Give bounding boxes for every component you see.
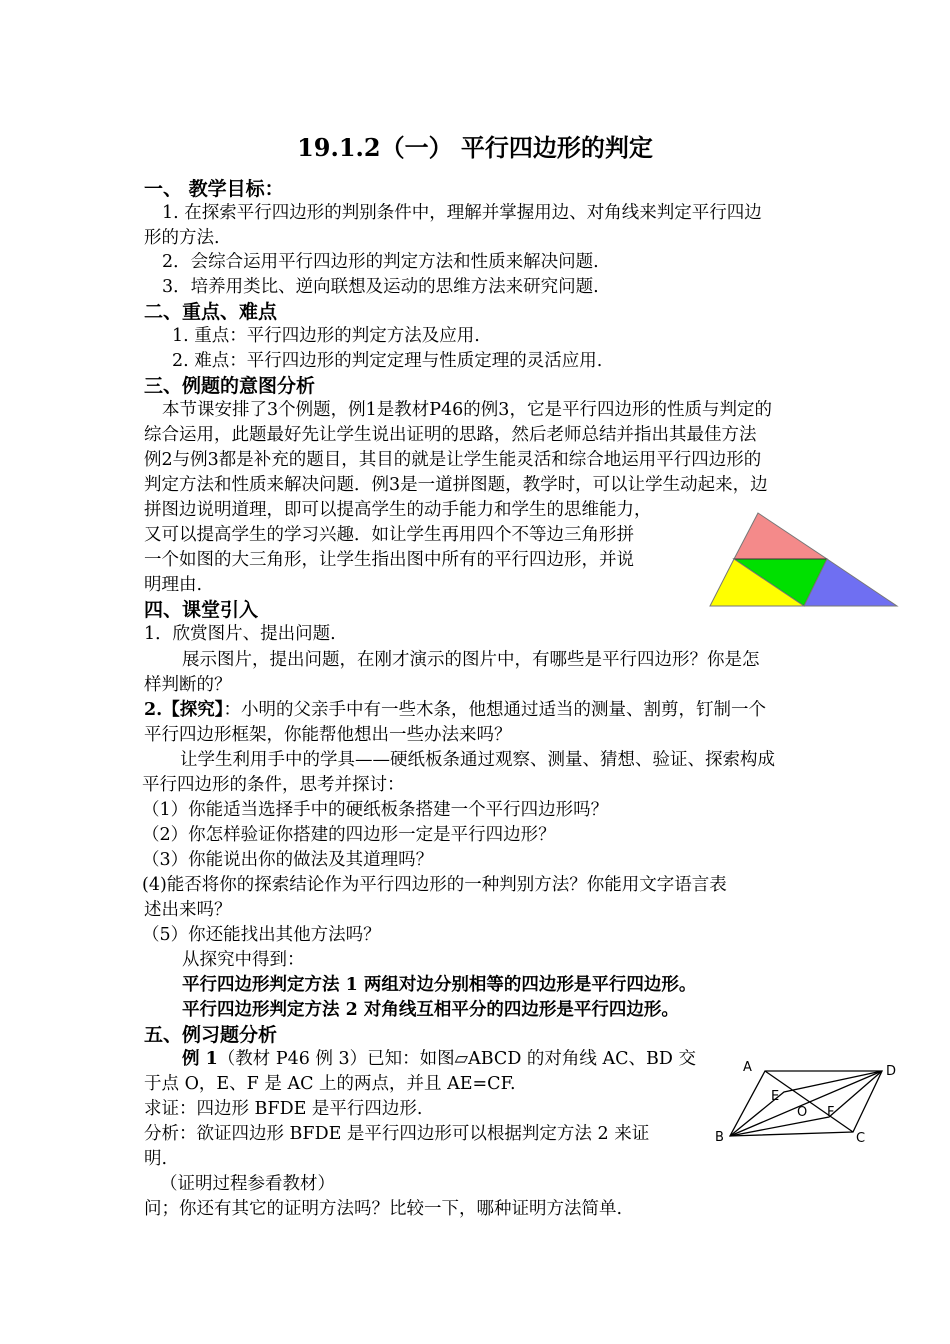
text-line: 从探究中得到：	[182, 950, 305, 970]
pink-triangle	[734, 513, 827, 559]
text-line: 判定方法和性质来解决问题．例3是一道拼图题，教学时，可以让学生动起来，边	[144, 475, 768, 495]
text-line: 分析：欲证四边形 BFDE 是平行四边形可以根据判定方法 2 来证	[144, 1124, 650, 1144]
text-line: 1. 在探索平行四边形的判别条件中，理解并掌握用边、对角线来判定平行四边	[162, 203, 762, 223]
label-f: F	[827, 1105, 835, 1120]
text-line: 形的方法.	[144, 228, 220, 248]
text-line: 3．培养用类比、逆向联想及运动的思维方法来研究问题.	[162, 277, 599, 297]
text-line: 平行四边形框架，你能帮他想出一些办法来吗？	[144, 725, 512, 745]
question-4-cont: 述出来吗？	[144, 900, 232, 920]
text-line	[182, 1047, 696, 1071]
section-heading-2: 二、重点、难点	[144, 301, 278, 323]
explore-label: 2.【探究】	[144, 700, 224, 720]
label-a: A	[743, 1060, 752, 1075]
section-heading-1: 一、 教学目标：	[144, 178, 284, 200]
question-1: （1）你能适当选择手中的硬纸板条搭建一个平行四边形吗？	[142, 800, 609, 820]
text-line	[144, 698, 766, 722]
example-label: 例 1	[182, 1049, 218, 1069]
text-line: 明.	[144, 1149, 168, 1169]
text-line: 一个如图的大三角形，让学生指出图中所有的平行四边形，并说	[144, 550, 634, 570]
text-line: 1．欣赏图片、提出问题.	[144, 624, 336, 644]
diagonal-bd	[730, 1071, 882, 1136]
text-line: 于点 O，E、F 是 AC 上的两点，并且 AE=CF.	[144, 1074, 516, 1094]
section-heading-3: 三、例题的意图分析	[144, 375, 316, 397]
question-4: (4)能否将你的探索结论作为平行四边形的一种判别方法？你能用文字语言表	[142, 875, 727, 895]
section-heading-5: 五、例习题分析	[144, 1024, 278, 1046]
text-line: 本节课安排了3个例题，例1是教材P46的例3，它是平行四边形的性质与判定的	[162, 400, 772, 420]
text-line: 又可以提高学生的学习兴趣．如让学生再用四个不等边三角形拼	[144, 525, 634, 545]
text-line: 平行四边形的条件，思考并探讨：	[142, 775, 405, 795]
question-2: （2）你怎样验证你搭建的四边形一定是平行四边形？	[142, 825, 556, 845]
label-c: C	[856, 1131, 866, 1146]
text-line: 2. 难点：平行四边形的判定定理与性质定理的灵活应用.	[172, 351, 603, 371]
text-line: 让学生利用手中的学具——硬纸板条通过观察、测量、猜想、验证、探索构成	[180, 750, 775, 770]
text-line: 求证：四边形 BFDE 是平行四边形.	[144, 1099, 423, 1119]
text-line: 问；你还有其它的证明方法吗？比较一下，哪种证明方法简单.	[144, 1199, 623, 1219]
section-heading-4: 四、课堂引入	[144, 599, 259, 621]
text-line: 综合运用，此题最好先让学生说出证明的思路，然后老师总结并指出其最佳方法	[144, 425, 757, 445]
text-line: 拼图边说明道理，即可以提高学生的动手能力和学生的思维能力，	[144, 500, 652, 520]
text-line: 明理由.	[144, 575, 203, 595]
question-5: （5）你还能找出其他方法吗？	[142, 925, 381, 945]
text-line: 样判断的？	[144, 675, 232, 695]
text-line: （证明过程参看教材）	[160, 1174, 335, 1194]
explore-text: ：小明的父亲手中有一些木条，他想通过适当的测量、割剪，钉制一个	[223, 700, 767, 720]
label-o: O	[797, 1105, 808, 1120]
text-line: 1. 重点：平行四边形的判定方法及应用.	[172, 326, 480, 346]
parallelogram-figure	[705, 1055, 905, 1150]
method-1: 平行四边形判定方法 1 两组对边分别相等的四边形是平行四边形。	[182, 975, 697, 995]
label-e: E	[771, 1089, 780, 1104]
text-line: 例2与例3都是补充的题目，其目的就是让学生能灵活和综合地运用平行四边形的	[144, 450, 762, 470]
text-line: 展示图片，提出问题，在刚才演示的图片中，有哪些是平行四边形？你是怎	[182, 650, 760, 670]
question-3: （3）你能说出你的做法及其道理吗？	[142, 850, 434, 870]
label-d: D	[886, 1064, 897, 1079]
page-title: 19.1.2（一） 平行四边形的判定	[297, 133, 653, 162]
method-2: 平行四边形判定方法 2 对角线互相平分的四边形是平行四边形。	[182, 1000, 679, 1020]
example-text: （教材 P46 例 3）已知：如图▱ABCD 的对角线 AC、BD 交	[217, 1049, 696, 1069]
triangle-puzzle-figure	[700, 505, 905, 615]
label-b: B	[715, 1130, 724, 1145]
text-line: 2．会综合运用平行四边形的判定方法和性质来解决问题.	[162, 252, 599, 272]
